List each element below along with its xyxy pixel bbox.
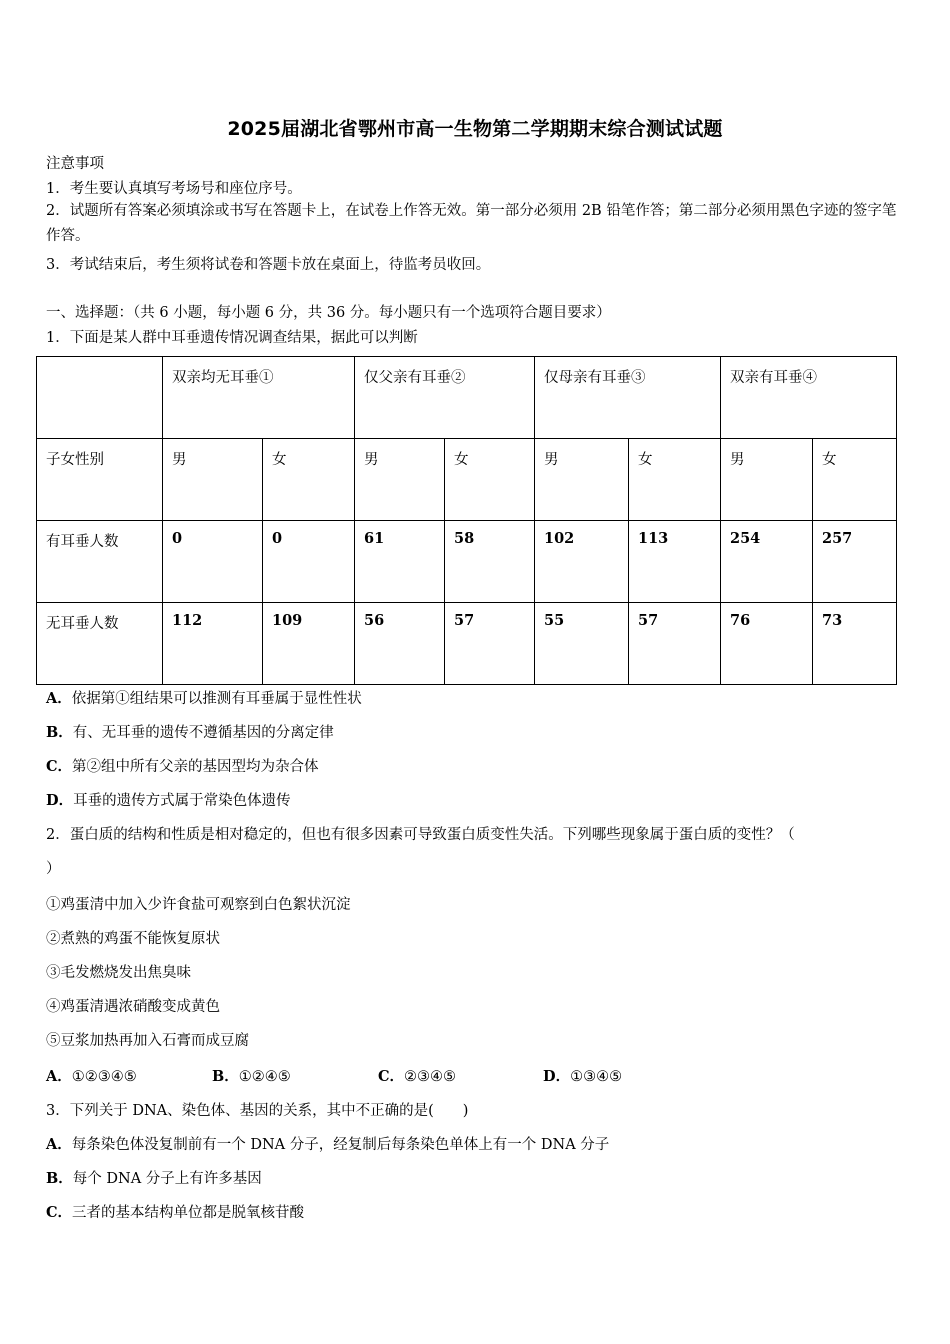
q2-item: ①鸡蛋清中加入少许食盐可观察到白色絮状沉淀 (46, 897, 351, 913)
option-text: ①②④⑤ (238, 1069, 291, 1085)
table-cell: 女 (445, 439, 535, 521)
row-label: 子女性别 (37, 439, 163, 521)
option-text: ②③④⑤ (404, 1069, 457, 1085)
option-letter: A． (46, 690, 72, 707)
table-cell: 61 (355, 521, 445, 603)
table-row (37, 521, 897, 603)
option-text: 三者的基本结构单位都是脱氧核苷酸 (72, 1205, 305, 1221)
q2-item: ②煮熟的鸡蛋不能恢复原状 (46, 931, 220, 947)
option-text: ①②③④⑤ (71, 1069, 137, 1085)
table-row (37, 439, 897, 521)
table-cell: 56 (355, 603, 445, 685)
option-text: ①③④⑤ (570, 1069, 623, 1085)
table-cell: 112 (163, 603, 263, 685)
option-letter: B． (46, 1170, 73, 1187)
option-letter: A． (46, 1136, 72, 1153)
table-cell: 0 (263, 521, 355, 603)
option-text: 每个 DNA 分子上有许多基因 (72, 1171, 262, 1187)
table-cell: 57 (445, 603, 535, 685)
earlobe-survey-table (36, 356, 897, 685)
option-text: 耳垂的遗传方式属于常染色体遗传 (73, 793, 291, 809)
table-cell: 109 (263, 603, 355, 685)
option-letter: C． (46, 1204, 73, 1221)
option-letter: C． (46, 758, 73, 775)
q2-item: ④鸡蛋清遇浓硝酸变成黄色 (46, 999, 220, 1015)
table-row (37, 603, 897, 685)
option-text: 每条染色体没复制前有一个 DNA 分子，经复制后每条染色单体上有一个 DNA 分子 (71, 1137, 610, 1153)
group-header: 双亲有耳垂④ (721, 357, 897, 439)
notice-item-2: 2．试题所有答案必须填涂或书写在答题卡上，在试卷上作答无效。第一部分必须用 2B 铅笔作答；第二部分必须用黑色字迹的签字笔作答。 (46, 203, 897, 244)
q2-option-c (378, 1065, 456, 1086)
table-cell: 257 (813, 521, 897, 603)
table-cell: 76 (721, 603, 813, 685)
table-cell: 0 (163, 521, 263, 603)
option-letter: C． (378, 1068, 405, 1085)
table-cell: 男 (355, 439, 445, 521)
q1-option-a (46, 687, 362, 708)
option-text: 依据第①组结果可以推测有耳垂属于显性性状 (71, 691, 362, 707)
table-cell: 女 (263, 439, 355, 521)
row-label: 无耳垂人数 (37, 603, 163, 685)
option-letter: B． (46, 724, 73, 741)
table-row (37, 357, 897, 439)
q3-option-b (46, 1167, 262, 1188)
table-cell: 113 (629, 521, 721, 603)
option-letter: D． (543, 1068, 571, 1085)
option-letter: B． (212, 1068, 239, 1085)
option-letter: A． (46, 1068, 72, 1085)
q1-option-b (46, 721, 334, 742)
table-cell: 73 (813, 603, 897, 685)
row-label: 有耳垂人数 (37, 521, 163, 603)
group-header: 双亲均无耳垂① (163, 357, 355, 439)
table-cell: 男 (721, 439, 813, 521)
notice-item-1: 1．考生要认真填写考场号和座位序号。 (46, 181, 302, 197)
option-text: 有、无耳垂的遗传不遵循基因的分离定律 (72, 725, 334, 741)
q3-option-c (46, 1201, 304, 1222)
group-header: 仅父亲有耳垂② (355, 357, 535, 439)
table-cell: 女 (813, 439, 897, 521)
table-cell: 男 (535, 439, 629, 521)
q1-option-c (46, 755, 319, 776)
q2-stem: 2．蛋白质的结构和性质是相对稳定的，但也有很多因素可导致蛋白质变性失活。下列哪些现象属于蛋白质的变性？（ (46, 827, 795, 843)
q3-option-a (46, 1133, 609, 1154)
option-letter: D． (46, 792, 74, 809)
q1-option-d (46, 789, 291, 810)
table-corner-cell (37, 357, 163, 439)
q2-option-b (212, 1065, 291, 1086)
table-cell: 55 (535, 603, 629, 685)
q2-item: ⑤豆浆加热再加入石膏而成豆腐 (46, 1033, 249, 1049)
table-cell: 254 (721, 521, 813, 603)
q2-item: ③毛发燃烧发出焦臭味 (46, 965, 191, 981)
table-cell: 男 (163, 439, 263, 521)
q2-option-a (46, 1065, 137, 1086)
notice-item-3: 3．考试结束后，考生须将试卷和答题卡放在桌面上，待监考员收回。 (46, 257, 491, 273)
table-cell: 57 (629, 603, 721, 685)
q3-stem: 3．下列关于 DNA、染色体、基因的关系，其中不正确的是( ) (46, 1103, 469, 1119)
notice-heading: 注意事项 (46, 156, 104, 172)
table-cell: 女 (629, 439, 721, 521)
section-heading: 一、选择题：（共 6 小题，每小题 6 分，共 36 分。每小题只有一个选项符合题目要求） (46, 305, 611, 321)
group-header: 仅母亲有耳垂③ (535, 357, 721, 439)
q2-stem-end: ） (46, 861, 61, 877)
option-text: 第②组中所有父亲的基因型均为杂合体 (72, 759, 319, 775)
table-cell: 58 (445, 521, 535, 603)
page-title: 2025届湖北省鄂州市高一生物第二学期期末综合测试试题 (227, 118, 723, 140)
q1-stem: 1．下面是某人群中耳垂遗传情况调查结果，据此可以判断 (46, 330, 418, 346)
table-cell: 102 (535, 521, 629, 603)
q2-option-d (543, 1065, 622, 1086)
